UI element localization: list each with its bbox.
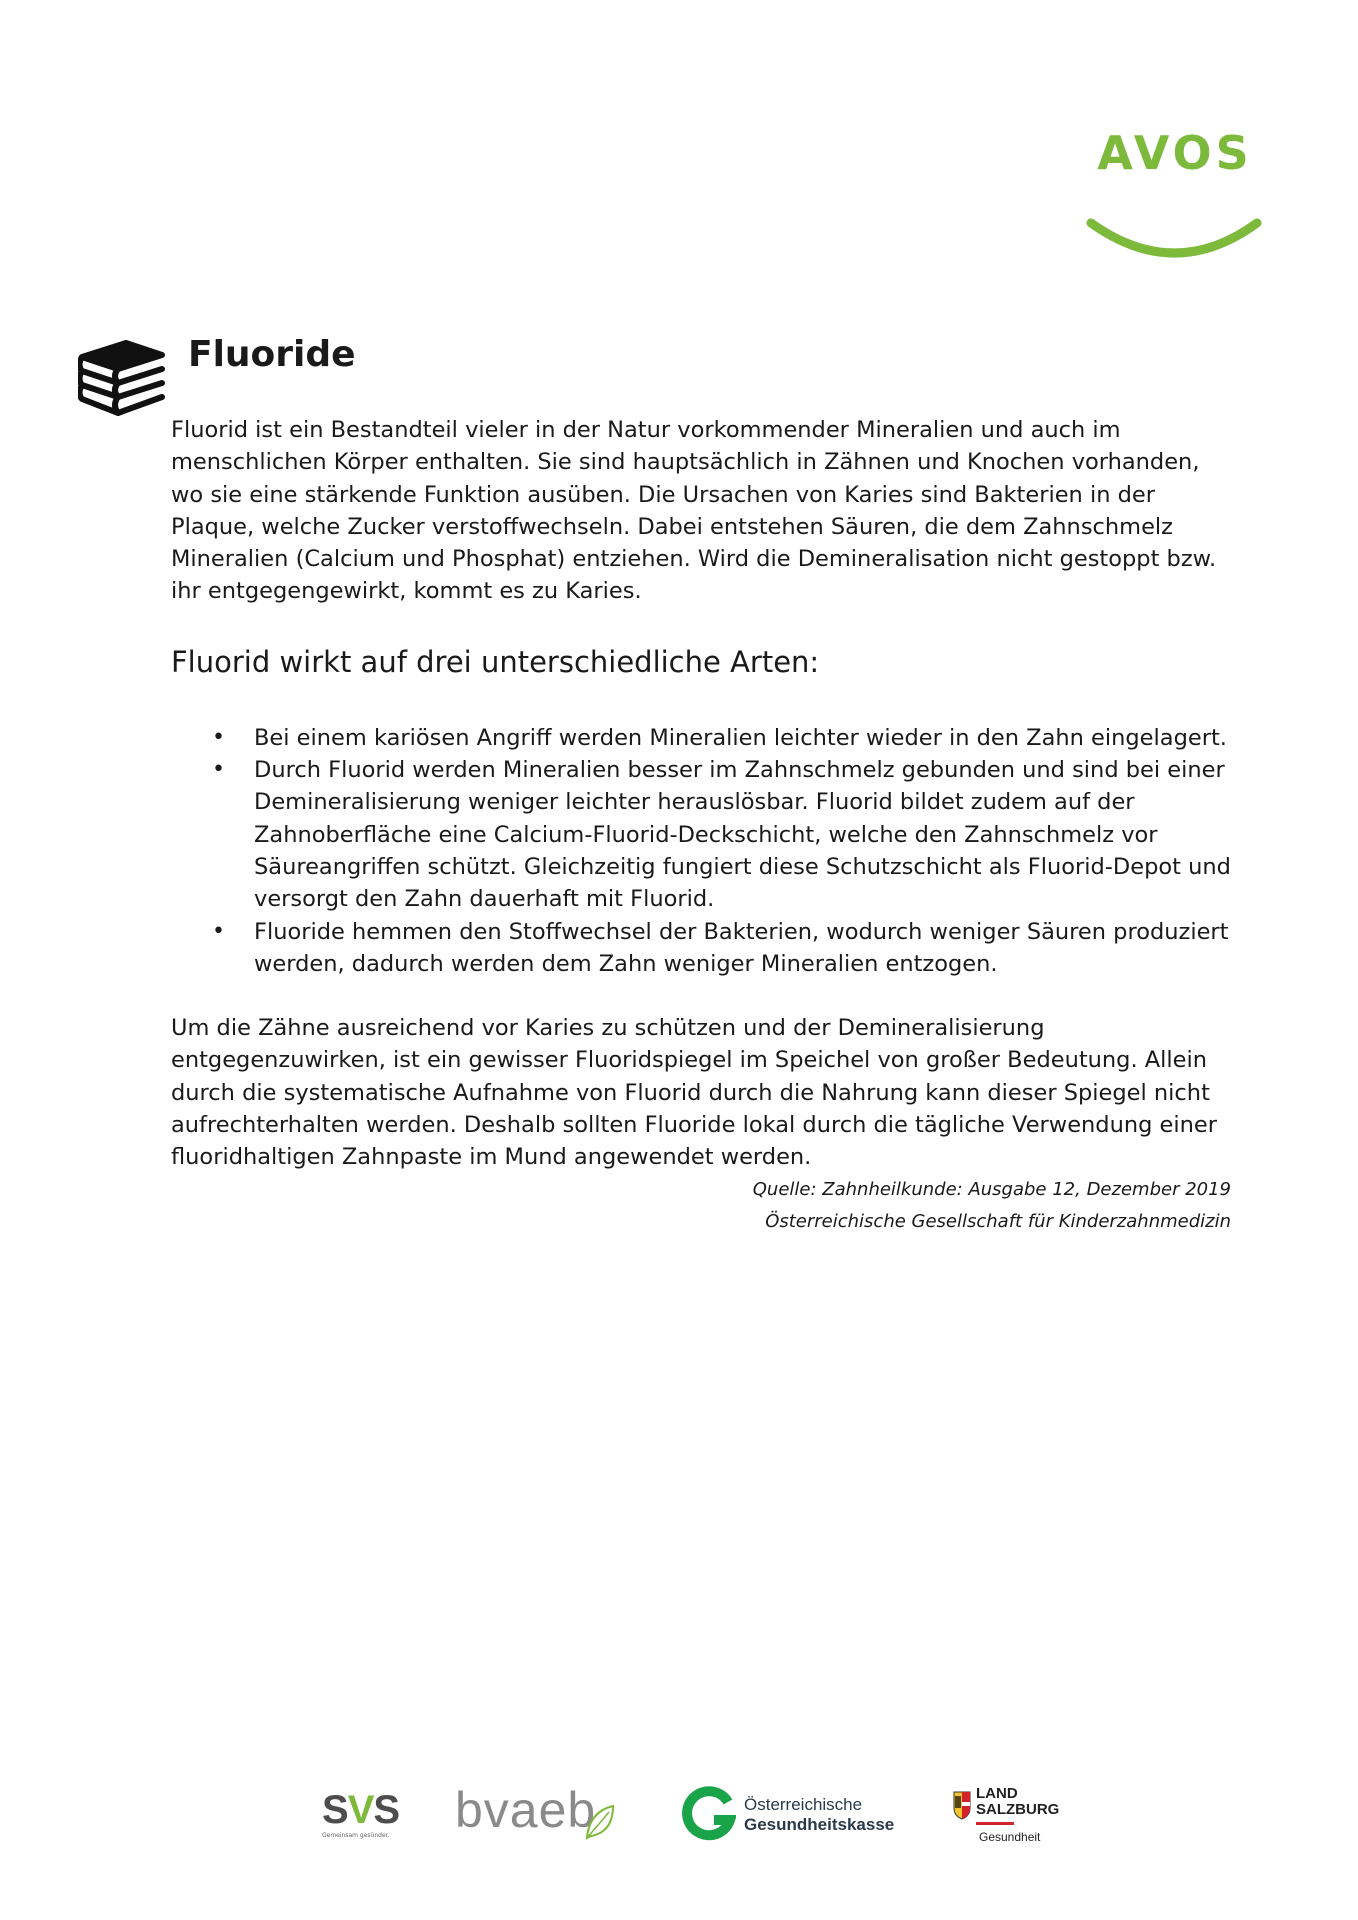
list-item: • Bei einem kariösen Angriff werden Mineralien leichter wieder in den Zahn eingelagert.: [171, 722, 1231, 754]
books-stack-icon: [78, 335, 166, 419]
ogk-g-icon: [680, 1786, 736, 1842]
leaf-icon: [583, 1802, 617, 1842]
avos-logo-text: AVOS: [1097, 126, 1253, 180]
svs-letter: S: [322, 1788, 348, 1832]
salzburg-line-1: LAND: [976, 1785, 1018, 1802]
page-title: Fluoride: [188, 334, 356, 375]
bvaeb-logo: [455, 1782, 596, 1838]
closing-paragraph: Um die Zähne ausreichend vor Karies zu schützen und der Demineralisierung entgegenzuwirken, ist ein gewisser Fluoridspiegel im Speichel von großer Bedeutung. Allein durch die systematische Aufnahme von Fluorid durch die Nahrung kann dieser Spiegel nicht aufrechterhalten werden. Deshalb sollten Fluoride lokal durch die tägliche Verwendung einer fluoridhaltigen Zahnpaste im Mund angewendet werden.: [171, 1015, 1217, 1171]
avos-logo: [1085, 125, 1265, 265]
svs-tagline: Gemeinsam gesünder.: [322, 1832, 390, 1839]
salzburg-line-3: Gesundheit: [979, 1830, 1041, 1844]
ogk-line-1: Österreichische: [744, 1795, 863, 1814]
salzburg-divider: [976, 1822, 1014, 1825]
svs-letter: S: [373, 1788, 400, 1832]
footer-logos: [0, 1770, 1358, 1870]
land-salzburg-logo: [952, 1786, 1072, 1856]
bvaeb-logo-text: bvaeb: [455, 1782, 597, 1838]
effects-list: [171, 722, 1231, 980]
ogk-logo: [680, 1780, 910, 1850]
ogk-line-2: Gesundheitskasse: [744, 1815, 895, 1834]
intro-paragraph: Fluorid ist ein Bestandteil vieler in der Natur vorkommender Mineralien und auch im menschlichen Körper enthalten. Sie sind hauptsächlich in Zähnen und Knochen vorhanden, wo sie eine stärkende Funktion ausüben. Die Ursachen von Karies sind Bakterien in der Plaque, welche Zucker verstoffwechseln. Dabei entstehen Säuren, die dem Zahnschmelz Mineralien (Calcium und Phosphat) entziehen. Wird die Demineralisation nicht gestoppt bzw. ihr entgegengewirkt, kommt es zu Karies.: [171, 417, 1217, 605]
list-item: • Durch Fluorid werden Mineralien besser im Zahnschmelz gebunden und sind bei einer Demineralisierung weniger leichter herauslösbar. Fluorid bildet zudem auf der Zahnoberfläche eine Calcium-Fluorid-Deckschicht, welche den Zahnschmelz vor Säureangriffen schützt. Gleichzeitig fungiert diese Schutzschicht als Fluorid-Depot und versorgt den Zahn dauerhaft mit Fluorid.: [171, 754, 1231, 915]
list-item: • Fluoride hemmen den Stoffwechsel der Bakterien, wodurch weniger Säuren produziert werden, dadurch werden dem Zahn weniger Mineralien entzogen.: [171, 916, 1231, 981]
main-content: [171, 414, 1231, 1238]
source-line-1: Quelle: Zahnheilkunde: Ausgabe 12, Dezember 2019: [752, 1178, 1231, 1200]
subheading: Fluorid wirkt auf drei unterschiedliche Arten:: [171, 644, 820, 679]
svs-logo: [322, 1790, 399, 1840]
coat-of-arms-icon: [952, 1788, 972, 1820]
smile-icon: [1085, 215, 1265, 265]
svs-letter: V: [347, 1788, 374, 1832]
salzburg-line-2: SALZBURG: [976, 1801, 1060, 1818]
source-line-2: Österreichische Gesellschaft für Kinderzahnmedizin: [765, 1210, 1231, 1232]
